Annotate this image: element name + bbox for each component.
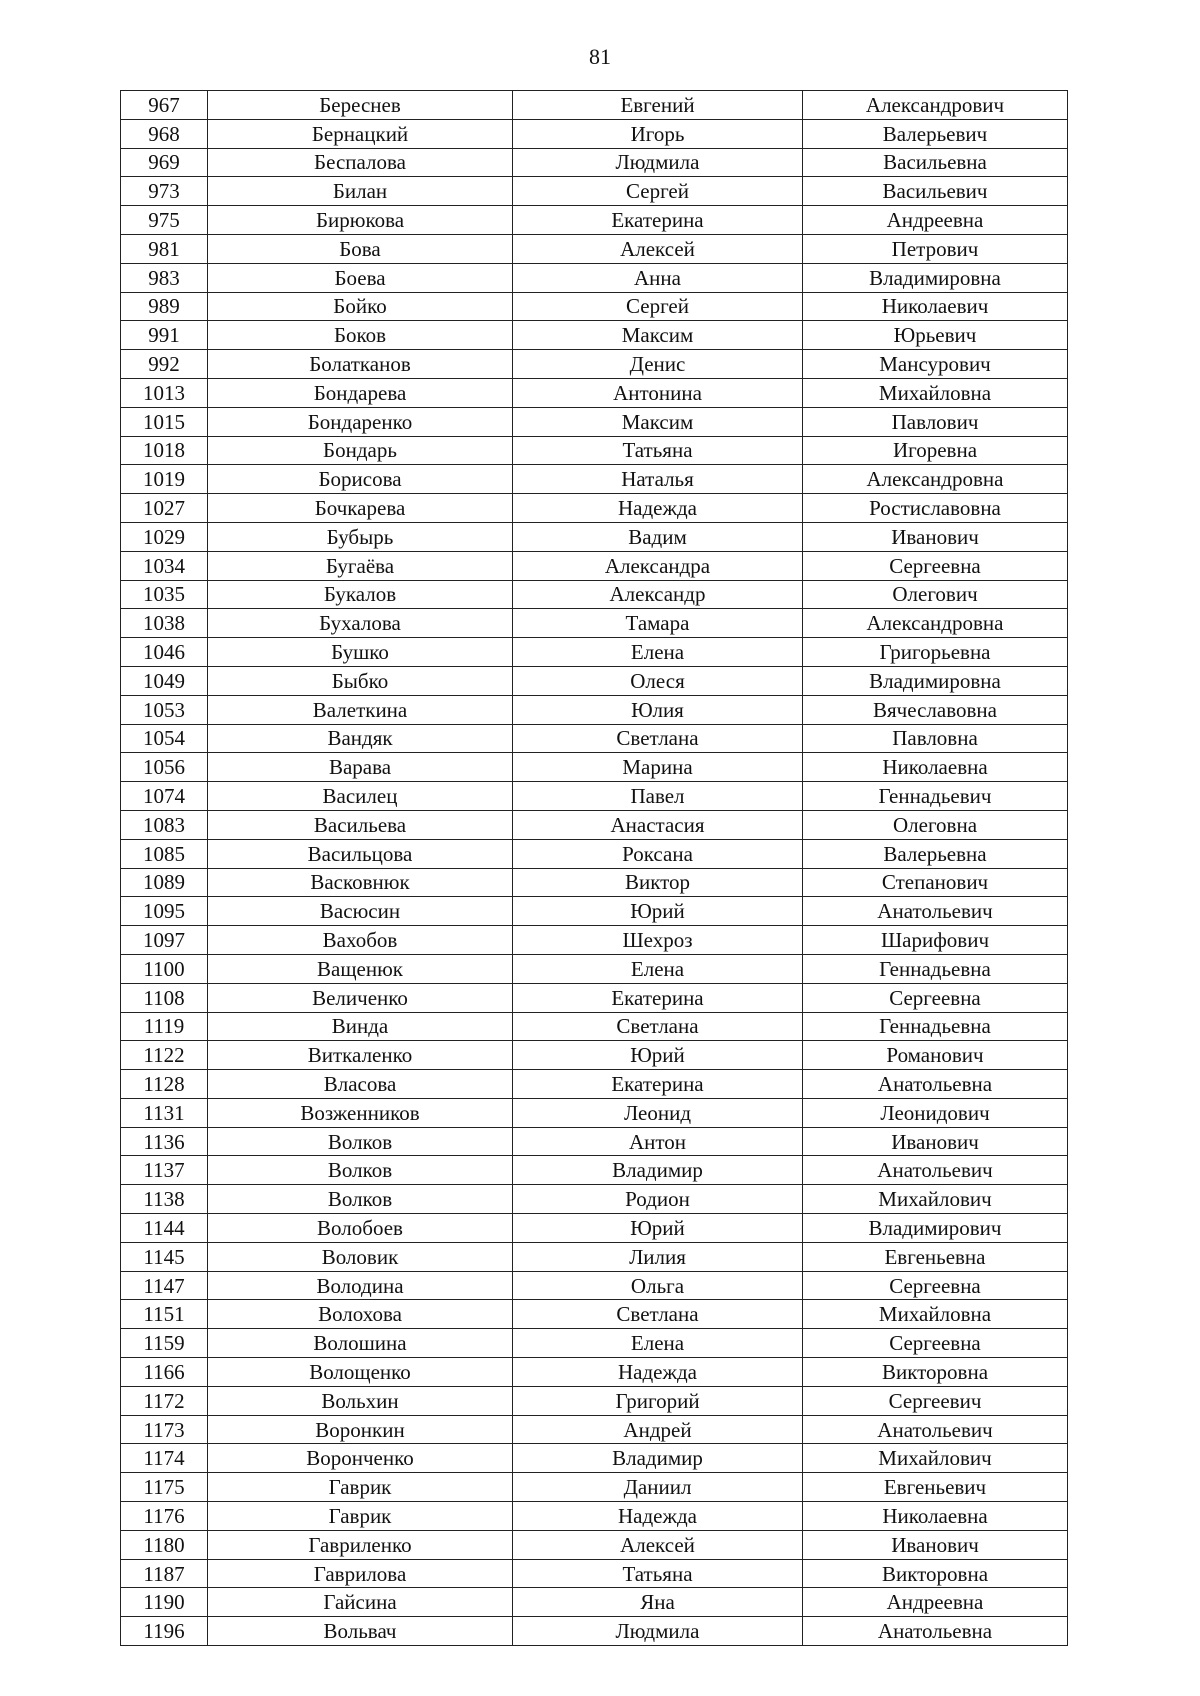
cell-last-name: Винда [208,1012,513,1041]
cell-number: 1034 [121,551,208,580]
cell-last-name: Бондаренко [208,407,513,436]
cell-first-name: Шехроз [513,926,803,955]
cell-number: 1128 [121,1070,208,1099]
cell-patronymic: Григорьевна [803,638,1068,667]
cell-last-name: Бернацкий [208,119,513,148]
cell-last-name: Бочкарева [208,494,513,523]
cell-number: 1151 [121,1300,208,1329]
cell-patronymic: Шарифович [803,926,1068,955]
cell-last-name: Бова [208,234,513,263]
cell-number: 1180 [121,1530,208,1559]
cell-patronymic: Викторовна [803,1358,1068,1387]
cell-number: 1138 [121,1185,208,1214]
table-row [121,609,1068,638]
cell-last-name: Варава [208,753,513,782]
table-row [121,1012,1068,1041]
cell-number: 1046 [121,638,208,667]
cell-last-name: Валеткина [208,695,513,724]
cell-first-name: Владимир [513,1444,803,1473]
cell-number: 983 [121,263,208,292]
cell-last-name: Вандяк [208,724,513,753]
cell-last-name: Вахобов [208,926,513,955]
cell-number: 969 [121,148,208,177]
cell-first-name: Антон [513,1127,803,1156]
cell-patronymic: Анатольевич [803,897,1068,926]
cell-patronymic: Николаевна [803,1502,1068,1531]
cell-number: 1187 [121,1559,208,1588]
table-row [121,551,1068,580]
cell-first-name: Юлия [513,695,803,724]
cell-last-name: Васильева [208,810,513,839]
table-row [121,1329,1068,1358]
cell-last-name: Воронкин [208,1415,513,1444]
cell-first-name: Людмила [513,148,803,177]
cell-patronymic: Мансурович [803,350,1068,379]
cell-last-name: Бойко [208,292,513,321]
cell-patronymic: Юрьевич [803,321,1068,350]
cell-first-name: Яна [513,1588,803,1617]
cell-patronymic: Павловна [803,724,1068,753]
cell-patronymic: Анатольевна [803,1617,1068,1646]
cell-first-name: Леонид [513,1098,803,1127]
cell-number: 991 [121,321,208,350]
cell-number: 1074 [121,782,208,811]
cell-first-name: Александр [513,580,803,609]
cell-patronymic: Владимировна [803,263,1068,292]
cell-first-name: Родион [513,1185,803,1214]
cell-number: 1190 [121,1588,208,1617]
cell-last-name: Береснев [208,91,513,120]
cell-last-name: Букалов [208,580,513,609]
cell-last-name: Величенко [208,983,513,1012]
table-row [121,263,1068,292]
cell-patronymic: Леонидович [803,1098,1068,1127]
cell-number: 1122 [121,1041,208,1070]
cell-last-name: Возженников [208,1098,513,1127]
cell-number: 1013 [121,378,208,407]
table-row [121,1214,1068,1243]
cell-number: 973 [121,177,208,206]
cell-first-name: Виктор [513,868,803,897]
table-row [121,522,1068,551]
cell-last-name: Бухалова [208,609,513,638]
table-row [121,1588,1068,1617]
cell-patronymic: Геннадьевна [803,954,1068,983]
cell-patronymic: Васильевна [803,148,1068,177]
cell-number: 1085 [121,839,208,868]
table-row [121,321,1068,350]
cell-patronymic: Сергеевна [803,983,1068,1012]
table-row [121,839,1068,868]
cell-first-name: Алексей [513,1530,803,1559]
cell-first-name: Юрий [513,897,803,926]
cell-number: 1015 [121,407,208,436]
table-row [121,1617,1068,1646]
table-row [121,1271,1068,1300]
table-row [121,1386,1068,1415]
cell-last-name: Боков [208,321,513,350]
cell-first-name: Светлана [513,724,803,753]
cell-last-name: Бирюкова [208,206,513,235]
cell-patronymic: Сергеевна [803,1271,1068,1300]
table-row [121,753,1068,782]
cell-number: 1049 [121,666,208,695]
cell-first-name: Людмила [513,1617,803,1646]
table-row [121,724,1068,753]
cell-last-name: Володина [208,1271,513,1300]
table-row [121,868,1068,897]
roster-body [121,91,1068,1646]
cell-last-name: Виткаленко [208,1041,513,1070]
cell-patronymic: Иванович [803,1530,1068,1559]
table-row [121,234,1068,263]
cell-patronymic: Игоревна [803,436,1068,465]
cell-number: 1095 [121,897,208,926]
cell-number: 1136 [121,1127,208,1156]
table-row [121,119,1068,148]
cell-patronymic: Степанович [803,868,1068,897]
table-row [121,1358,1068,1387]
cell-last-name: Гайсина [208,1588,513,1617]
cell-first-name: Екатерина [513,983,803,1012]
cell-patronymic: Вячеславовна [803,695,1068,724]
table-row [121,580,1068,609]
cell-first-name: Елена [513,638,803,667]
table-row [121,666,1068,695]
cell-number: 1175 [121,1473,208,1502]
table-row [121,782,1068,811]
cell-patronymic: Анатольевна [803,1070,1068,1099]
cell-number: 1054 [121,724,208,753]
cell-last-name: Вольвач [208,1617,513,1646]
table-row [121,292,1068,321]
cell-number: 1174 [121,1444,208,1473]
table-row [121,350,1068,379]
table-row [121,1444,1068,1473]
table-row [121,638,1068,667]
cell-last-name: Гаврилова [208,1559,513,1588]
table-row [121,1185,1068,1214]
cell-patronymic: Анатольевич [803,1415,1068,1444]
cell-last-name: Вольхин [208,1386,513,1415]
cell-number: 1176 [121,1502,208,1531]
cell-last-name: Васковнюк [208,868,513,897]
cell-first-name: Вадим [513,522,803,551]
table-row [121,983,1068,1012]
cell-last-name: Болатканов [208,350,513,379]
roster-table [120,90,1068,1646]
cell-last-name: Бугаёва [208,551,513,580]
cell-patronymic: Иванович [803,1127,1068,1156]
cell-first-name: Елена [513,1329,803,1358]
cell-last-name: Власова [208,1070,513,1099]
cell-first-name: Марина [513,753,803,782]
cell-patronymic: Михайловна [803,378,1068,407]
cell-patronymic: Валерьевна [803,839,1068,868]
cell-first-name: Екатерина [513,206,803,235]
cell-last-name: Бубырь [208,522,513,551]
cell-first-name: Татьяна [513,1559,803,1588]
cell-last-name: Волков [208,1127,513,1156]
cell-first-name: Сергей [513,177,803,206]
cell-first-name: Надежда [513,494,803,523]
cell-number: 975 [121,206,208,235]
cell-first-name: Лилия [513,1242,803,1271]
cell-number: 1056 [121,753,208,782]
cell-first-name: Юрий [513,1041,803,1070]
cell-last-name: Воловик [208,1242,513,1271]
cell-first-name: Алексей [513,234,803,263]
cell-first-name: Евгений [513,91,803,120]
cell-number: 1038 [121,609,208,638]
table-row [121,1300,1068,1329]
cell-patronymic: Анатольевич [803,1156,1068,1185]
cell-last-name: Волохова [208,1300,513,1329]
cell-first-name: Роксана [513,839,803,868]
table-row [121,436,1068,465]
cell-last-name: Васильцова [208,839,513,868]
cell-first-name: Владимир [513,1156,803,1185]
cell-patronymic: Александрович [803,91,1068,120]
table-row [121,465,1068,494]
table-row [121,91,1068,120]
cell-patronymic: Михайлович [803,1444,1068,1473]
cell-last-name: Гаврик [208,1502,513,1531]
cell-first-name: Григорий [513,1386,803,1415]
cell-last-name: Волошина [208,1329,513,1358]
cell-first-name: Максим [513,321,803,350]
cell-patronymic: Сергеевна [803,551,1068,580]
cell-first-name: Надежда [513,1502,803,1531]
cell-first-name: Анна [513,263,803,292]
table-row [121,378,1068,407]
cell-last-name: Волобоев [208,1214,513,1243]
cell-number: 1119 [121,1012,208,1041]
cell-number: 1100 [121,954,208,983]
cell-patronymic: Андреевна [803,206,1068,235]
cell-number: 1144 [121,1214,208,1243]
cell-number: 1159 [121,1329,208,1358]
cell-number: 1089 [121,868,208,897]
cell-first-name: Ольга [513,1271,803,1300]
table-row [121,695,1068,724]
cell-number: 1097 [121,926,208,955]
table-row [121,954,1068,983]
cell-patronymic: Сергеевна [803,1329,1068,1358]
cell-first-name: Александра [513,551,803,580]
cell-last-name: Волощенко [208,1358,513,1387]
cell-first-name: Надежда [513,1358,803,1387]
cell-number: 1166 [121,1358,208,1387]
table-row [121,206,1068,235]
cell-patronymic: Николаевич [803,292,1068,321]
cell-first-name: Татьяна [513,436,803,465]
cell-number: 1027 [121,494,208,523]
cell-patronymic: Евгеньевич [803,1473,1068,1502]
cell-first-name: Тамара [513,609,803,638]
cell-patronymic: Олегович [803,580,1068,609]
cell-patronymic: Геннадьевна [803,1012,1068,1041]
cell-patronymic: Александровна [803,609,1068,638]
table-row [121,407,1068,436]
table-row [121,810,1068,839]
cell-number: 1172 [121,1386,208,1415]
cell-patronymic: Романович [803,1041,1068,1070]
cell-number: 1029 [121,522,208,551]
cell-patronymic: Петрович [803,234,1068,263]
cell-first-name: Светлана [513,1012,803,1041]
cell-number: 1145 [121,1242,208,1271]
cell-first-name: Юрий [513,1214,803,1243]
table-row [121,897,1068,926]
cell-first-name: Игорь [513,119,803,148]
cell-number: 1173 [121,1415,208,1444]
table-row [121,1559,1068,1588]
cell-last-name: Билан [208,177,513,206]
cell-patronymic: Иванович [803,522,1068,551]
table-row [121,177,1068,206]
cell-number: 1018 [121,436,208,465]
cell-patronymic: Владимирович [803,1214,1068,1243]
cell-last-name: Васюсин [208,897,513,926]
cell-number: 1035 [121,580,208,609]
cell-last-name: Боева [208,263,513,292]
table-row [121,148,1068,177]
cell-number: 1137 [121,1156,208,1185]
cell-number: 992 [121,350,208,379]
cell-last-name: Бондарь [208,436,513,465]
cell-number: 1053 [121,695,208,724]
table-row [121,1098,1068,1127]
cell-patronymic: Сергеевич [803,1386,1068,1415]
cell-first-name: Елена [513,954,803,983]
cell-patronymic: Андреевна [803,1588,1068,1617]
table-row [121,1041,1068,1070]
cell-last-name: Гаврик [208,1473,513,1502]
cell-number: 1019 [121,465,208,494]
cell-last-name: Быбко [208,666,513,695]
cell-first-name: Денис [513,350,803,379]
cell-number: 1147 [121,1271,208,1300]
cell-patronymic: Александровна [803,465,1068,494]
cell-number: 1083 [121,810,208,839]
cell-number: 968 [121,119,208,148]
cell-first-name: Наталья [513,465,803,494]
table-row [121,1070,1068,1099]
cell-first-name: Сергей [513,292,803,321]
cell-patronymic: Николаевна [803,753,1068,782]
cell-last-name: Бушко [208,638,513,667]
table-row [121,494,1068,523]
cell-number: 981 [121,234,208,263]
table-row [121,1502,1068,1531]
cell-last-name: Бондарева [208,378,513,407]
cell-patronymic: Павлович [803,407,1068,436]
cell-first-name: Андрей [513,1415,803,1444]
cell-patronymic: Олеговна [803,810,1068,839]
cell-first-name: Анастасия [513,810,803,839]
cell-first-name: Максим [513,407,803,436]
cell-number: 1196 [121,1617,208,1646]
cell-last-name: Борисова [208,465,513,494]
cell-first-name: Светлана [513,1300,803,1329]
cell-patronymic: Валерьевич [803,119,1068,148]
cell-number: 967 [121,91,208,120]
cell-number: 1108 [121,983,208,1012]
cell-last-name: Ващенюк [208,954,513,983]
cell-patronymic: Евгеньевна [803,1242,1068,1271]
cell-first-name: Павел [513,782,803,811]
table-row [121,1127,1068,1156]
table-row [121,1156,1068,1185]
cell-number: 989 [121,292,208,321]
cell-last-name: Волков [208,1156,513,1185]
table-row [121,1473,1068,1502]
cell-patronymic: Васильевич [803,177,1068,206]
table-row [121,926,1068,955]
cell-first-name: Олеся [513,666,803,695]
cell-last-name: Гавриленко [208,1530,513,1559]
table-row [121,1415,1068,1444]
cell-first-name: Даниил [513,1473,803,1502]
table-row [121,1242,1068,1271]
table-row [121,1530,1068,1559]
cell-patronymic: Владимировна [803,666,1068,695]
cell-patronymic: Михайловна [803,1300,1068,1329]
cell-patronymic: Михайлович [803,1185,1068,1214]
cell-last-name: Воронченко [208,1444,513,1473]
cell-last-name: Василец [208,782,513,811]
cell-patronymic: Викторовна [803,1559,1068,1588]
cell-patronymic: Геннадьевич [803,782,1068,811]
page-number: 81 [589,44,611,69]
cell-last-name: Волков [208,1185,513,1214]
cell-number: 1131 [121,1098,208,1127]
cell-patronymic: Ростиславовна [803,494,1068,523]
cell-last-name: Беспалова [208,148,513,177]
cell-first-name: Антонина [513,378,803,407]
cell-first-name: Екатерина [513,1070,803,1099]
